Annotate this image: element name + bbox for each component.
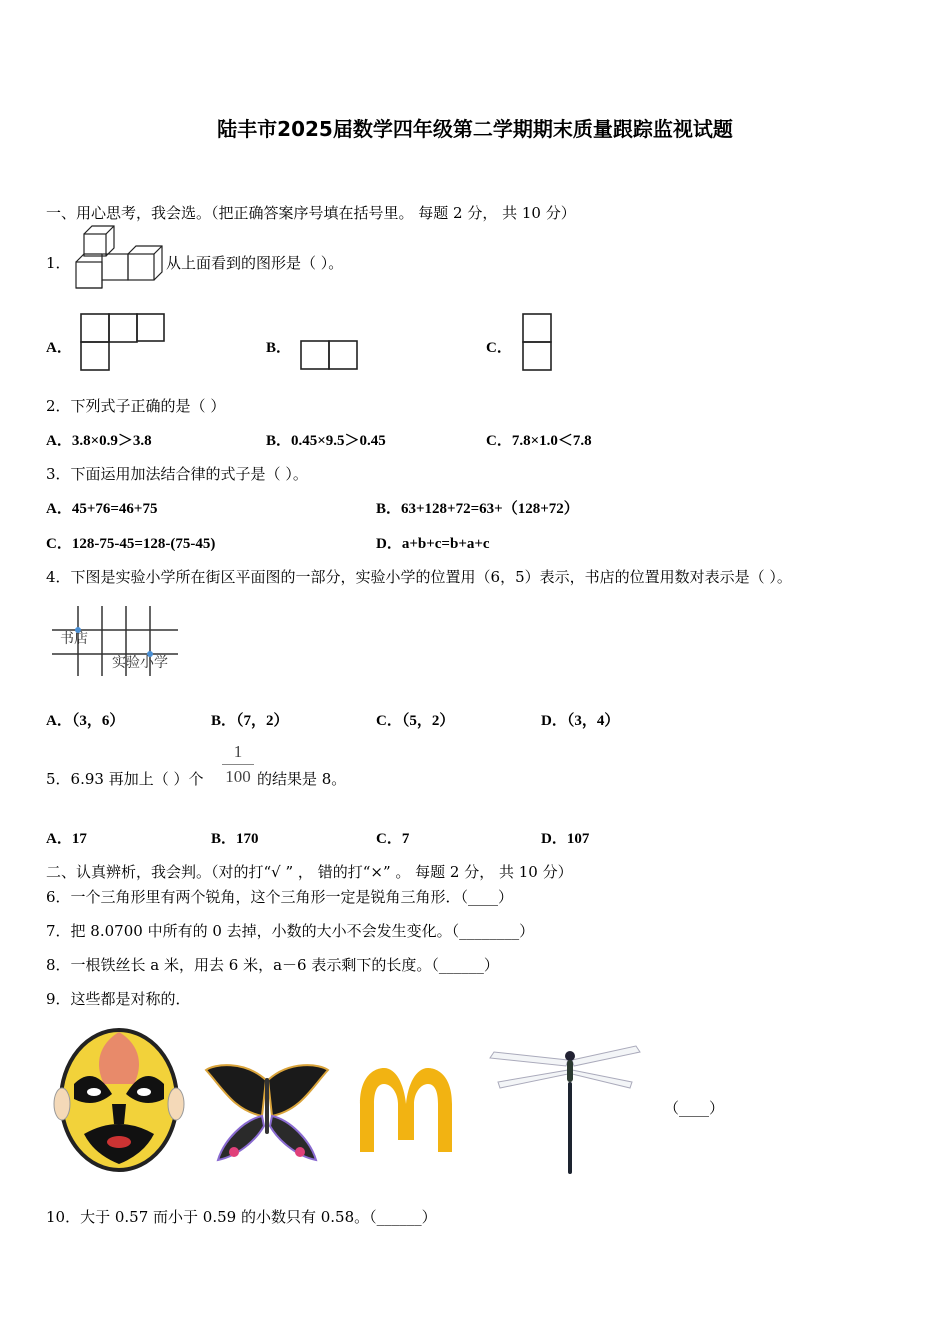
- q5-option-b[interactable]: B．170: [211, 831, 259, 847]
- section-2-heading: 二、认真辨析，我会判。（对的打“√ ” ， 错的打“×” 。 每题 2 分， 共 10 分）: [46, 863, 573, 881]
- q1-cube-figure: [74, 222, 164, 290]
- q4-option-d[interactable]: D．（3，4）: [541, 713, 620, 729]
- q9-text: 9．这些都是对称的．: [46, 990, 191, 1008]
- page-title: 陆丰市2025届数学四年级第二学期期末质量跟踪监视试题: [217, 117, 733, 141]
- q6-text: 6．一个三角形里有两个锐角，这个三角形一定是锐角三角形．（____）: [46, 888, 514, 906]
- q1-text: 从上面看到的图形是（ ）。: [166, 254, 344, 272]
- q5-option-c[interactable]: C．7: [376, 831, 410, 847]
- q3-option-c[interactable]: C．128-75-45=128-(75-45): [46, 536, 216, 552]
- q3-text: 3．下面运用加法结合律的式子是（ ）。: [46, 465, 308, 483]
- q2-option-a[interactable]: A．3.8×0.9＞3.8: [46, 433, 152, 449]
- q3-option-d[interactable]: D．a+b+c=b+a+c: [376, 536, 490, 552]
- q7-text: 7．把 8.0700 中所有的 0 去掉，小数的大小不会发生变化。（________）: [46, 922, 535, 940]
- butterfly-image: [204, 1060, 330, 1166]
- q2-text: 2．下列式子正确的是（ ）: [46, 397, 226, 415]
- section-1-heading: 一、用心思考，我会选。（把正确答案序号填在括号里。 每题 2 分， 共 10 分）: [46, 204, 576, 222]
- q5-fraction-numerator: 1: [233, 742, 243, 761]
- q4-option-b[interactable]: B．（7，2）: [211, 713, 289, 729]
- mcdonalds-logo-image: [354, 1064, 458, 1154]
- q5-text-post: 的结果是 8。: [257, 770, 347, 788]
- q1-option-a-figure: [80, 312, 166, 372]
- q1-option-b[interactable]: B．: [266, 340, 292, 356]
- q2-option-c[interactable]: C．7.8×1.0＜7.8: [486, 433, 592, 449]
- q5-text-pre: 5．6.93 再加上（ ）个: [46, 770, 204, 788]
- q5-fraction: [222, 742, 254, 787]
- q5-fraction-denominator: 100: [225, 767, 251, 786]
- q1-option-a[interactable]: A．: [46, 340, 72, 356]
- map-label-school: 实验小学: [112, 655, 168, 671]
- q1-option-c-figure: [522, 312, 554, 372]
- q8-text: 8．一根铁丝长 a 米，用去 6 米，a－6 表示剩下的长度。（______）: [46, 956, 499, 974]
- q2-option-b[interactable]: B．0.45×9.5＞0.45: [266, 433, 386, 449]
- q1-option-c[interactable]: C．: [486, 340, 512, 356]
- q4-option-a[interactable]: A．（3，6）: [46, 713, 125, 729]
- q3-option-a[interactable]: A．45+76=46+75: [46, 501, 158, 517]
- q4-text: 4．下图是实验小学所在街区平面图的一部分，实验小学的位置用（6，5）表示，书店的位置用数对表示是（ ）。: [46, 568, 792, 586]
- q1-option-b-figure: [300, 340, 360, 372]
- q9-answer[interactable]: （____）: [664, 1099, 725, 1117]
- q1-number: 1．: [46, 254, 71, 272]
- q3-option-b[interactable]: B．63+128+72=63+（128+72）: [376, 501, 579, 517]
- q10-text: 10．大于 0.57 而小于 0.59 的小数只有 0.58。（______）: [46, 1208, 437, 1226]
- q5-option-d[interactable]: D．107: [541, 831, 590, 847]
- opera-mask-image: [54, 1024, 184, 1174]
- q5-option-a[interactable]: A．17: [46, 831, 87, 847]
- map-label-bookstore: 书店: [60, 631, 88, 647]
- dragonfly-image: [488, 1042, 642, 1176]
- q4-option-c[interactable]: C．（5，2）: [376, 713, 455, 729]
